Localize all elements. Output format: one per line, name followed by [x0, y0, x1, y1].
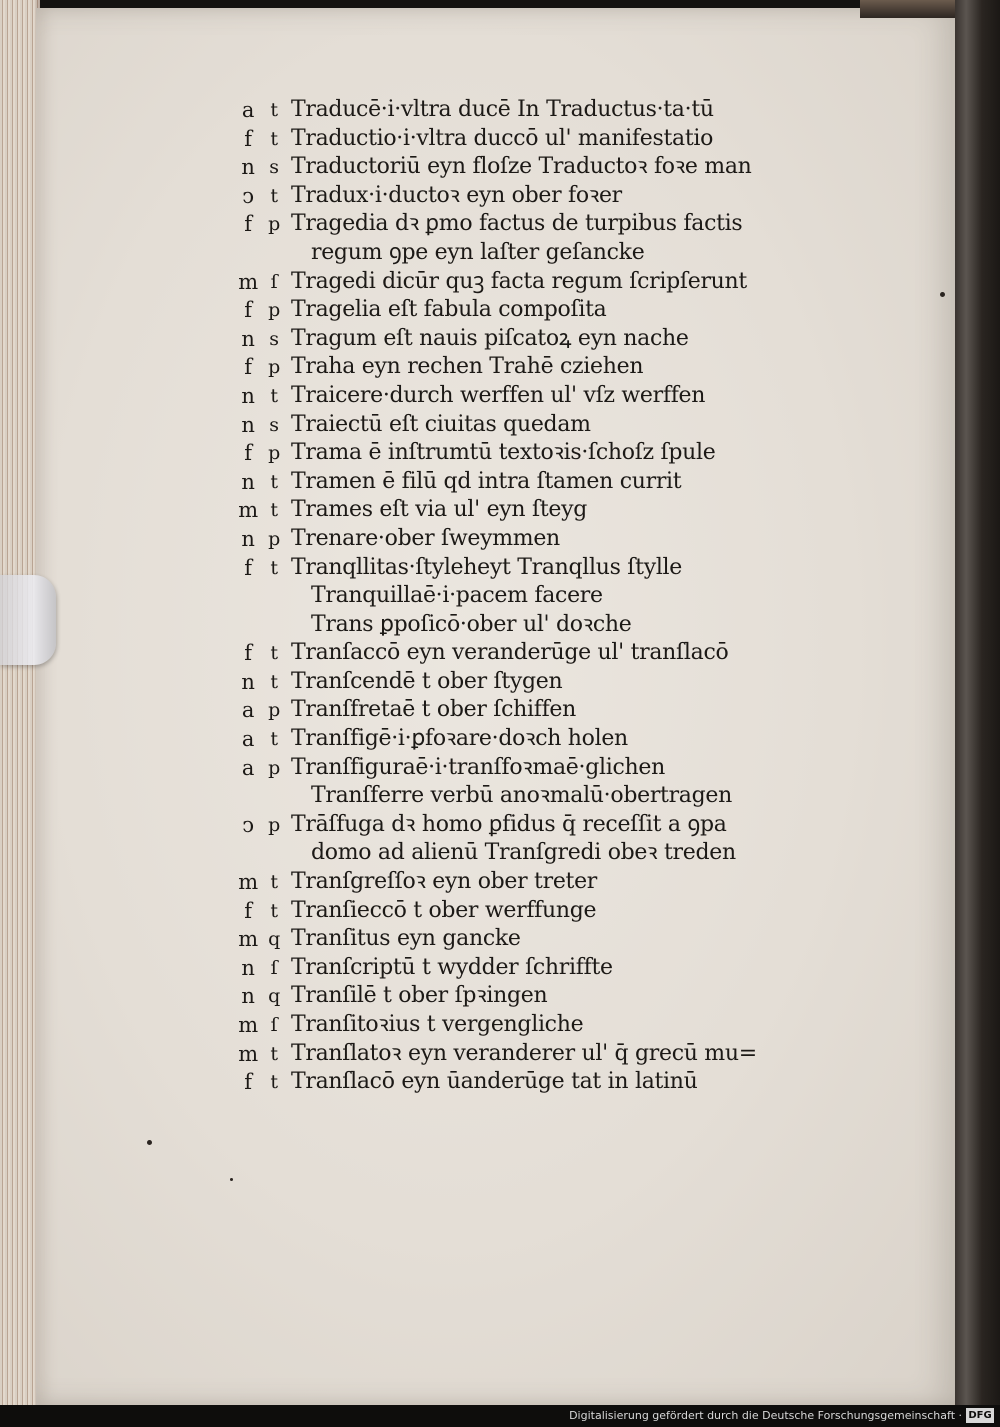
entry-text: Tranſfigē·i·ꝑfoꝛare·doꝛch holen — [291, 726, 628, 752]
gender-marker: m — [238, 870, 258, 895]
class-marker: p — [268, 299, 280, 322]
gender-marker: m — [238, 1013, 258, 1037]
page-edges — [0, 0, 40, 1405]
glossary-line — [237, 439, 827, 468]
ink-speck — [940, 292, 945, 297]
class-marker: t — [270, 184, 278, 207]
class-marker: ſ — [270, 270, 278, 293]
glossary-line — [237, 96, 827, 125]
glossary-line — [237, 982, 827, 1011]
glossary-line — [237, 668, 827, 697]
entry-text: Trans ꝑpoſicō·ober ul' doꝛche — [311, 611, 632, 637]
glossary-line — [237, 782, 827, 811]
class-marker: s — [269, 413, 279, 436]
class-marker: t — [270, 499, 278, 522]
entry-text: Tragedi dicūr quꝫ facta regum ſcripſerunt — [291, 268, 747, 294]
ink-speck — [230, 1178, 233, 1181]
class-marker: q — [268, 928, 280, 951]
glossary-line — [237, 353, 827, 382]
gender-marker: m — [238, 269, 258, 294]
gender-marker: a — [241, 727, 255, 752]
gender-marker: n — [241, 326, 255, 351]
gender-marker: m — [238, 1041, 258, 1066]
glossary-line — [237, 296, 827, 325]
class-marker: t — [270, 642, 278, 665]
entry-text: Tranſitus eyn gancke — [291, 926, 521, 952]
footer-bar — [0, 1405, 1000, 1427]
class-marker: t — [270, 99, 278, 121]
entry-text: Traducē·i·vltra ducē In Traductus·ta·tū — [291, 97, 714, 122]
gender-marker: n — [241, 984, 255, 1009]
class-marker: t — [270, 384, 278, 407]
entry-text: Traductoriū eyn floſze Traductoꝛ foꝛe man — [291, 154, 752, 180]
glossary-line — [237, 239, 827, 268]
class-marker: s — [269, 327, 279, 350]
glossary-line — [237, 1011, 827, 1040]
gender-marker: n — [241, 669, 255, 694]
glossary-line — [237, 611, 827, 640]
entry-text: Tradux·i·ductoꝛ eyn ober foꝛer — [291, 182, 622, 208]
class-marker: p — [268, 356, 280, 379]
class-marker: p — [268, 813, 280, 836]
class-marker: t — [270, 728, 278, 751]
glossary-line — [237, 925, 827, 954]
gender-marker: ↄ — [242, 183, 254, 208]
entry-text: Tranſilē t ober ſpꝛingen — [291, 983, 548, 1009]
entry-text: Tranſlatoꝛ eyn veranderer ul' q̄ grecū mu= — [291, 1040, 757, 1066]
class-marker: t — [270, 670, 278, 693]
gender-marker: n — [241, 955, 255, 980]
class-marker: p — [268, 213, 280, 236]
glossary-line — [237, 411, 827, 440]
gender-marker: f — [244, 298, 252, 323]
entry-text: Tranſgreſſoꝛ eyn ober treter — [291, 869, 598, 895]
glossary-line — [237, 325, 827, 354]
entry-text: Tragelia eſt fabula compoſita — [291, 297, 607, 323]
class-marker: t — [270, 1071, 278, 1094]
gender-marker: a — [241, 98, 255, 122]
page-clip — [0, 575, 56, 665]
gender-marker: n — [241, 526, 255, 551]
entry-text: Tragum eſt nauis piſcatoꝝ eyn nache — [291, 325, 689, 351]
gender-marker: m — [238, 927, 258, 952]
glossary-line — [237, 153, 827, 182]
gender-marker: f — [244, 441, 252, 466]
class-marker: t — [270, 127, 278, 150]
gender-marker: m — [238, 498, 258, 523]
glossary-line — [237, 639, 827, 668]
gender-marker: a — [241, 698, 255, 723]
gender-marker: f — [244, 1070, 252, 1095]
entry-text: Tranſaccō eyn veranderūge ul' tranſlacō — [291, 640, 729, 666]
gender-marker: n — [241, 155, 255, 180]
glossary-line — [237, 897, 827, 926]
gender-marker: f — [244, 898, 252, 923]
entry-text: Trāſfuga dꝛ homo ꝑfidus q̄ receſſit a ꝯpa — [291, 811, 727, 837]
entry-text: Tranqllitas·ſtyleheyt Tranqllus ſtylle — [291, 554, 683, 580]
glossary-line — [237, 582, 827, 611]
glossary-line — [237, 725, 827, 754]
class-marker: t — [270, 871, 278, 894]
gender-marker: f — [244, 212, 252, 237]
gender-marker: f — [244, 126, 252, 151]
glossary-line — [237, 382, 827, 411]
class-marker: p — [268, 699, 280, 722]
entry-text: Tranſcendē t ober ſtygen — [291, 668, 563, 694]
glossary-line — [237, 954, 827, 983]
gender-marker: f — [244, 641, 252, 666]
entry-text: Trames eſt via ul' eyn ſteyg — [291, 497, 588, 523]
glossary-line — [237, 210, 827, 239]
entry-text: Tranſlacō eyn ūanderūge tat in latinū — [291, 1069, 698, 1095]
glossary-line — [237, 1068, 827, 1097]
binding-top-edge — [860, 0, 960, 18]
entry-text: Tranſieccō t ober werffunge — [291, 897, 597, 923]
glossary-line — [237, 754, 827, 783]
entry-text: Tranſcriptū t wydder ſchriffte — [291, 954, 613, 980]
glossary-line — [237, 811, 827, 840]
class-marker: t — [270, 470, 278, 493]
glossary-line — [237, 554, 827, 583]
glossary-line — [237, 182, 827, 211]
entry-text: Trenare·ober ſweymmen — [291, 525, 560, 551]
class-marker: p — [268, 442, 280, 465]
footer-credit: Digitalisierung gefördert durch die Deutsche Forschungsgemeinschaft · — [569, 1409, 962, 1422]
glossary-line — [237, 468, 827, 497]
class-marker: s — [269, 156, 279, 179]
entry-text: Tranſferre verbū anoꝛmalū·obertragen — [311, 783, 732, 809]
glossary-text-column — [237, 96, 827, 1097]
class-marker: p — [268, 756, 280, 779]
glossary-line — [237, 125, 827, 154]
glossary-line — [237, 268, 827, 297]
class-marker: t — [270, 556, 278, 579]
entry-text: Traicere·durch werffen ul' vſz werffen — [291, 382, 706, 408]
glossary-line — [237, 1040, 827, 1069]
entry-text: Traha eyn rechen Trahē cziehen — [291, 354, 644, 380]
class-marker: p — [268, 527, 280, 550]
glossary-line — [237, 496, 827, 525]
glossary-line — [237, 525, 827, 554]
entry-text: Tranquillaē·i·pacem facere — [311, 583, 603, 609]
entry-text: Traiectū eſt ciuitas quedam — [291, 411, 591, 437]
gender-marker: a — [241, 755, 255, 780]
entry-text: Traductio·i·vltra duccō ul' manifestatio — [291, 125, 714, 151]
entry-text: domo ad alienū Tranſgredi obeꝛ treden — [311, 840, 736, 866]
entry-text: Tranſitoꝛius t vergengliche — [291, 1012, 584, 1037]
class-marker: ſ — [270, 1014, 278, 1036]
glossary-line — [237, 839, 827, 868]
entry-text: regum ꝯpe eyn laſter geſancke — [311, 239, 645, 265]
book-gutter — [955, 0, 1000, 1405]
gender-marker: n — [241, 383, 255, 408]
entry-text: Tranſfretaē t ober ſchiffen — [291, 697, 577, 723]
class-marker: t — [270, 1042, 278, 1065]
ink-speck — [147, 1140, 152, 1145]
entry-text: Trama ē inſtrumtū textoꝛis·ſchoſz ſpule — [291, 440, 716, 466]
class-marker: ſ — [270, 956, 278, 979]
gender-marker: n — [241, 469, 255, 494]
gender-marker: n — [241, 412, 255, 437]
class-marker: t — [270, 899, 278, 922]
class-marker: q — [268, 985, 280, 1008]
glossary-line — [237, 696, 827, 725]
entry-text: Tragedia dꝛ ꝑmo factus de turpibus factis — [291, 211, 743, 237]
entry-text: Tramen ē filū qd intra ſtamen currit — [291, 468, 682, 494]
glossary-line — [237, 868, 827, 897]
gender-marker: f — [244, 555, 252, 580]
gender-marker: f — [244, 355, 252, 380]
gender-marker: ↄ — [242, 812, 254, 837]
dfg-logo-icon: DFG — [966, 1408, 994, 1423]
entry-text: Tranſfiguraē·i·tranſfoꝛmaē·glichen — [291, 754, 665, 780]
